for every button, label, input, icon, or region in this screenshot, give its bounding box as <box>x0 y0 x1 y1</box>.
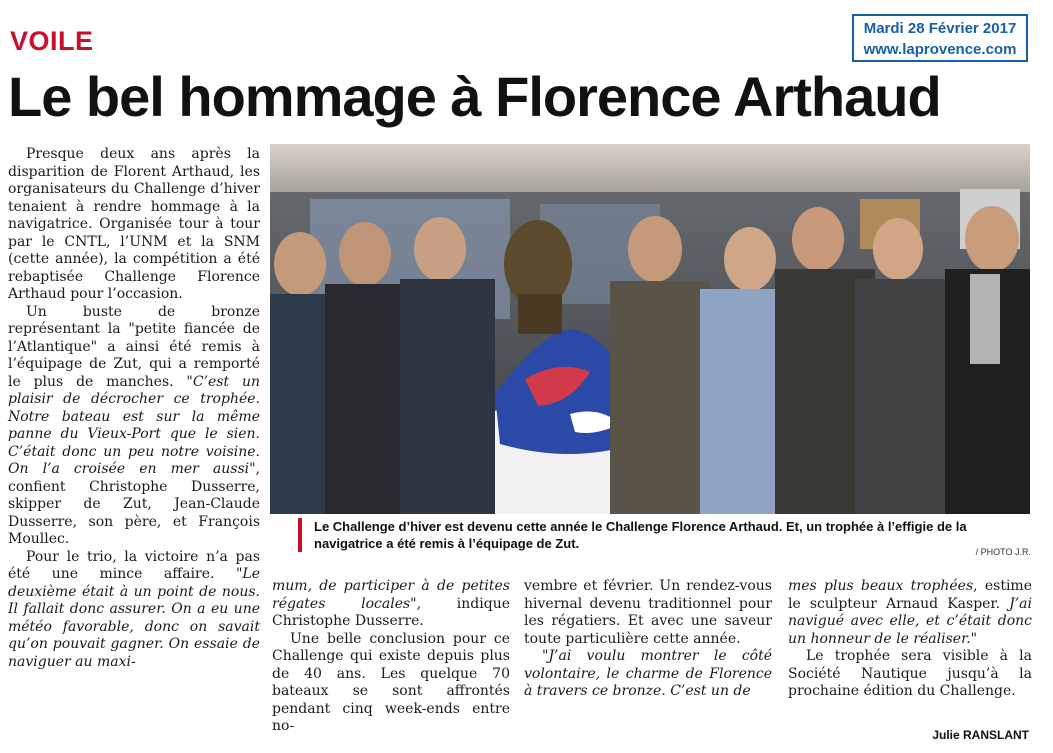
paragraph-3 <box>8 549 260 672</box>
paragraph-6: Le trophée sera visible à la Société Nautique jusqu’à la prochaine édition du Challenge. <box>788 648 1032 699</box>
paragraph-5 <box>524 648 772 701</box>
author-byline: Julie RANSLANT <box>932 728 1029 742</box>
article-column-4 <box>788 578 1032 701</box>
section-kicker: VOILE <box>10 26 94 56</box>
photo-caption: Le Challenge d’hiver est devenu cette année le Challenge Florence Arthaud. Et, un trophée à l’effigie de la navigatrice a été remis à l’équipage de Zut. <box>298 518 1030 552</box>
article-column-2 <box>272 578 510 736</box>
paragraph-2 <box>8 304 260 549</box>
paragraph-5-continued <box>788 578 1032 648</box>
paragraph-3-quote-start: "Le deuxième était à un point de nous. Il fallait donc assurer. On a eu une météo favorable, donc on savait qu’on pouvait gagner. <box>8 566 260 652</box>
publication-date: Mardi 28 Février 2017 <box>863 20 1017 37</box>
paragraph-4-continued: vembre et février. Un rendez-vous hivernal devenu traditionnel pour les régatiers. Et avec une saveur toute particulière cette année. <box>524 578 772 647</box>
website-url[interactable]: www.laprovence.com <box>863 41 1017 58</box>
paragraph-4: Une belle conclusion pour ce Challenge qui existe depuis plus de 40 ans. Les quelque 70 bateaux se sont affrontés pendant cinq week-ends entre no- <box>272 630 510 734</box>
paragraph-2-text-end: , confient Christophe Dusserre, skipper de Zut, Jean-Claude Dusserre, son père, et François Moullec. <box>8 461 260 547</box>
paragraph-3-text-end: , indique Christophe Dusserre. <box>272 595 510 629</box>
photo-credit: / PHOTO J.R. <box>975 547 1031 557</box>
paragraph-5-text: , estime le sculpteur Arnaud Kasper. <box>788 578 1032 612</box>
headline: Le bel hommage à Florence Arthaud <box>8 65 941 128</box>
photo-illustration <box>270 144 1030 514</box>
paragraph-2-text: Un buste de bronze représentant la "petite fiancée de l’Atlantique" a ainsi été remis à l’équipage de Zut, qui a remporté le plus de manches. <box>8 303 260 390</box>
article-column-3 <box>524 578 772 701</box>
people-silhouettes <box>270 206 1030 514</box>
article-photo <box>270 144 1030 514</box>
paragraph-3-quote-end: mum, de participer à de petites régates locales" <box>272 578 510 612</box>
dateline-box <box>852 14 1028 62</box>
paragraph-5-quote-end: mes plus beaux trophées <box>788 578 974 594</box>
article-column-1 <box>8 146 260 671</box>
paragraph-3-text: Pour le trio, la victoire n’a pas été une mince affaire. <box>8 548 260 582</box>
paragraph-1: Presque deux ans après la disparition de Florent Arthaud, les organisateurs du Challenge d’hiver tenaient à rendre hommage à la navigatrice. Organisée tour à tour par le CNTL, l’UNM et la SNM (cette année), la compétition a été rebaptisée Challenge Florence Arthaud pour l’occasion. <box>8 146 260 302</box>
paragraph-5-quote-start: "J’ai voulu montrer le côté volontaire, le charme de Florence à travers ce bronze. C’est un de <box>524 648 772 699</box>
paragraph-5-quote-2: J’ai navigué avec elle, et c’était donc un honneur de le réaliser." <box>788 595 1032 647</box>
paragraph-3-continued <box>272 578 510 631</box>
paragraph-3-quote-break: On essaie de naviguer au maxi- <box>8 636 260 670</box>
paragraph-2-quote: "C’est un plaisir de décrocher ce trophée. Notre bateau est sur la même panne du Vieux-Port que le sien. C’était donc un peu notre voisine. On l’a croisée en mer aussi" <box>8 373 260 477</box>
